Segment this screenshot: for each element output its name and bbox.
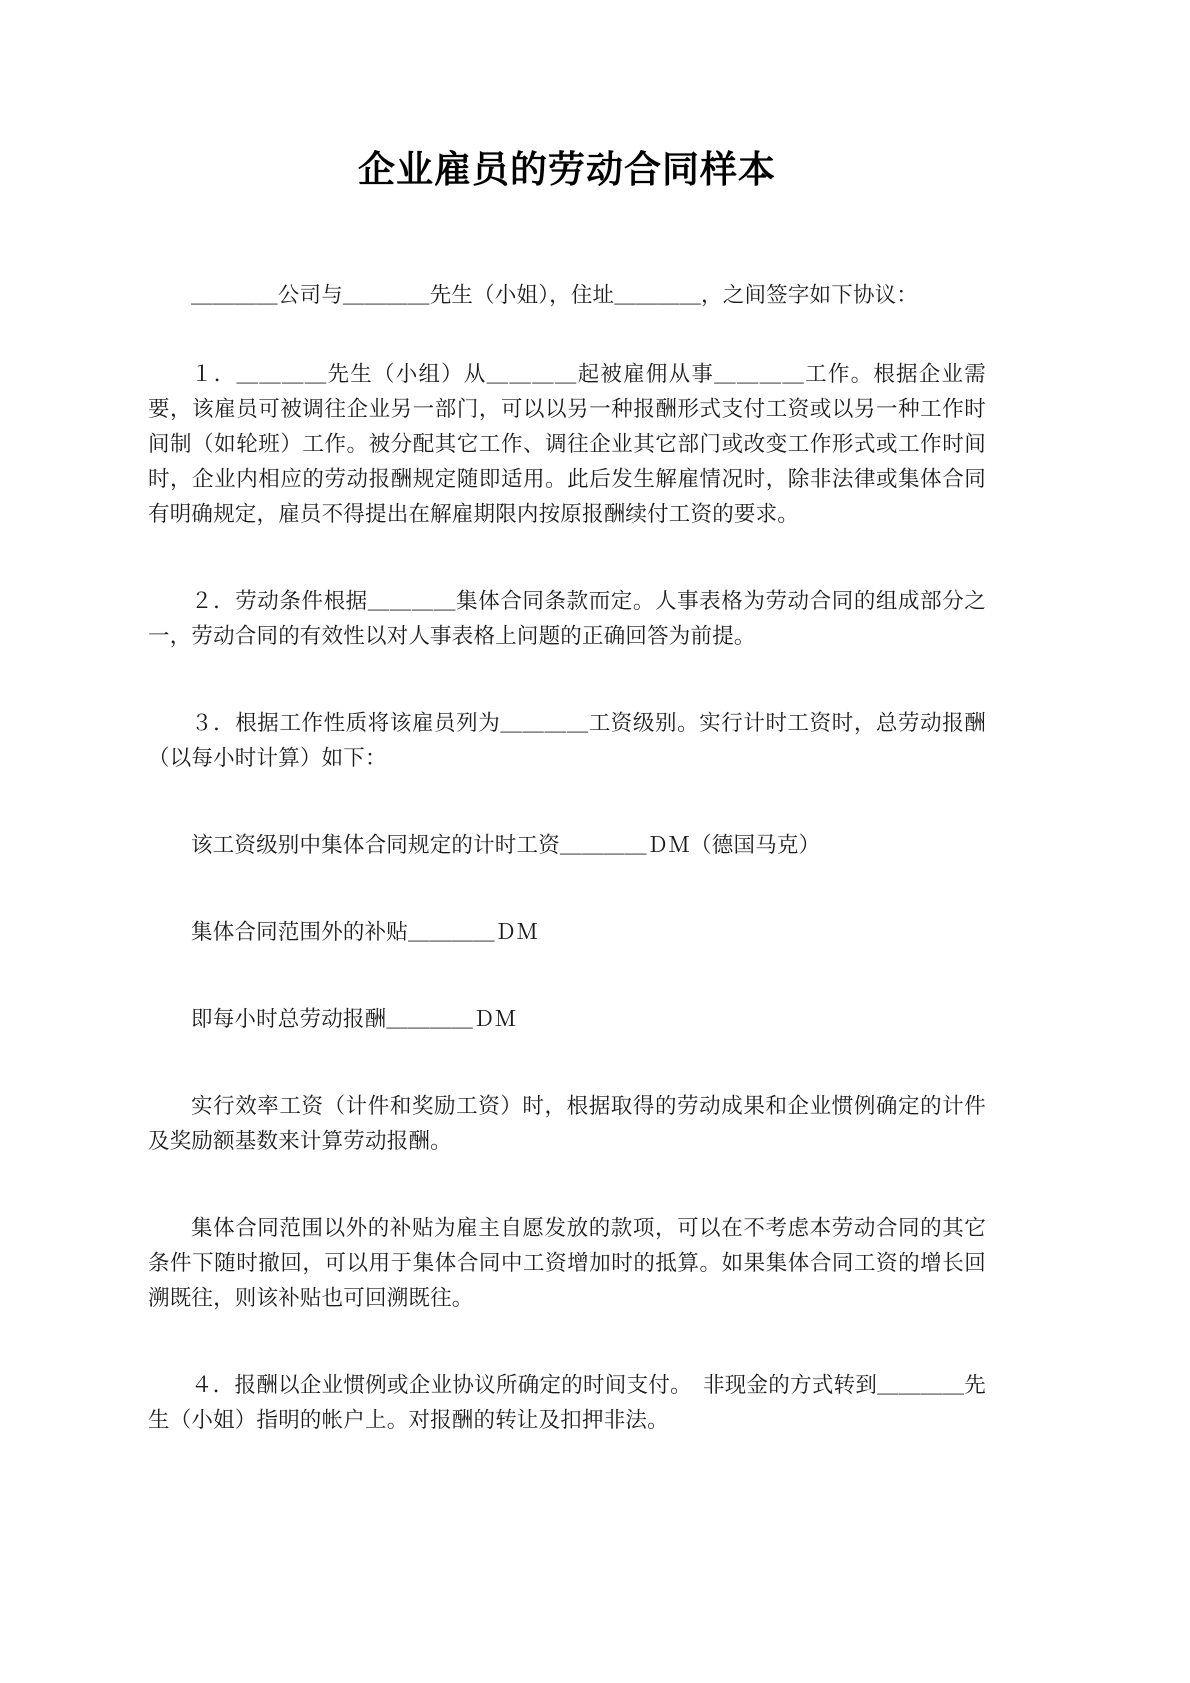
paragraph-gap: [148, 863, 986, 915]
clause-1-paragraph: １．＿＿＿＿先生（小组）从＿＿＿＿起被雇佣从事＿＿＿＿工作。根据企业需要，该雇员可被调往企业另一部门，可以以另一种报酬形式支付工资或以另一种工作时间制（如轮班）工作。被分配其它工作、调往企业其它部门或改变工作形式或工作时间时，企业内相应的劳动报酬规定随即适用。此后发生解雇情况时，除非法律或集体合同有明确规定，雇员不得提出在解雇期限内按原报酬续付工资的要求。: [148, 362, 986, 528]
paragraph-gap: [148, 1159, 986, 1211]
paragraph-gap: [148, 313, 986, 357]
preamble-paragraph: ＿＿＿＿公司与＿＿＿＿先生（小姐），住址＿＿＿＿，之间签字如下协议：: [191, 283, 919, 309]
wage-line-2-paragraph: 集体合同范围外的补贴＿＿＿＿ＤＭ: [191, 920, 539, 946]
page-title: 企业雇员的劳动合同样本: [358, 148, 776, 191]
clause-3-paragraph: ３．根据工作性质将该雇员列为＿＿＿＿工资级别。实行计时工资时，总劳动报酬（以每小时计算）如下：: [148, 711, 986, 772]
clause-4-paragraph: ４．报酬以企业惯例或企业协议所确定的时间支付。 非现金的方式转到＿＿＿＿先生（小姐）指明的帐户上。对报酬的转让及扣押非法。: [148, 1373, 986, 1434]
paragraph-gap: [148, 1316, 986, 1368]
clause-2-paragraph: ２．劳动条件根据＿＿＿＿集体合同条款而定。人事表格为劳动合同的组成部分之一，劳动合同的有效性以对人事表格上问题的正确回答为前提。: [148, 589, 986, 650]
paragraph-gap: [148, 532, 986, 584]
paragraph-gap: [148, 776, 986, 828]
document-body: [148, 0, 986, 1438]
wage-line-3-paragraph: 即每小时总劳动报酬＿＿＿＿ＤＭ: [191, 1007, 517, 1033]
subsidy-paragraph: 集体合同范围以外的补贴为雇主自愿发放的款项，可以在不考虑本劳动合同的其它条件下随时撤回，可以用于集体合同中工资增加时的抵算。如果集体合同工资的增长回溯既往，则该补贴也可回溯既往。: [148, 1216, 986, 1312]
efficiency-wage-paragraph: 实行效率工资（计件和奖励工资）时，根据取得的劳动成果和企业惯例确定的计件及奖励额基数来计算劳动报酬。: [148, 1094, 986, 1155]
paragraph-gap: [148, 1037, 986, 1089]
paragraph-gap: [148, 654, 986, 706]
wage-line-1-paragraph: 该工资级别中集体合同规定的计时工资＿＿＿＿ＤＭ（德国马克）: [191, 833, 821, 859]
title-spacer: [148, 192, 986, 278]
paragraph-gap: [148, 950, 986, 1002]
